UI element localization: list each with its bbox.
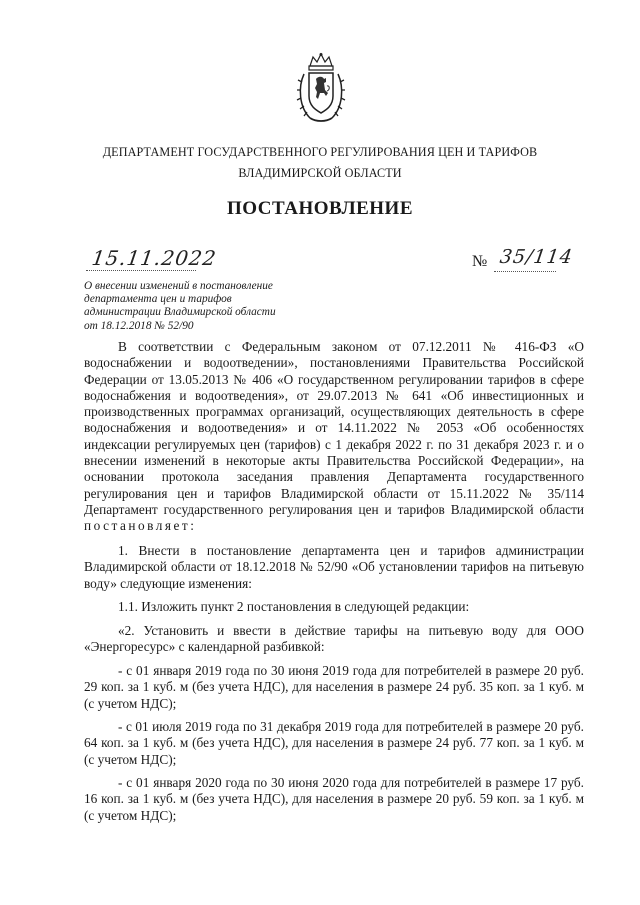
- department-name-line1: ДЕПАРТАМЕНТ ГОСУДАРСТВЕННОГО РЕГУЛИРОВАНИЯ ЦЕН И ТАРИФОВ: [102, 145, 538, 159]
- paragraph-preamble: [84, 339, 584, 535]
- date-underline: [86, 270, 196, 271]
- preamble-text: В соответствии с Федеральным законом от 07.12.2011 № 416-ФЗ «О водоснабжении и водоотведении», постановлениями Правительства Российской Федерации от 13.05.2013 № 406 «О государственном регулировании тарифов в сфере водоснабжения и водоотведения», от 29.07.2013 № 641 «Об инвестиционных и производственных программах организаций, осуществляющих деятельность в сфере водоснабжения и водоотведения» и от 14.11.2022 № 2053 «Об особенностях индексации регулируемых цен (тарифов) с 1 декабря 2022 г. по 31 декабря 2023 г. и о внесении изменений в некоторые акты Правительства Российской Федерации», на основании протокола заседания правления Департамента государственного регулирования цен и тарифов Владимирской области от 15.11.2022 № 35/114 Департамент государственного регулирования цен и тарифов Владимирской области: [84, 339, 584, 517]
- tariff-period-2020-h1: - с 01 января 2020 года по 30 июня 2020 года для потребителей в размере 17 руб. 16 коп. за 1 куб. м (без учета НДС), для населения в размере 20 руб. 59 коп. за 1 куб. м (с учетом НДС);: [84, 775, 584, 823]
- subject-line: О внесении изменений в постановление: [84, 280, 273, 292]
- paragraph-quoted-item-2: «2. Установить и ввести в действие тарифы на питьевую воду для ООО «Энергоресурс» с календарной разбивкой:: [84, 623, 584, 655]
- subject-line: департамента цен и тарифов: [84, 293, 232, 306]
- document-date: 15.11.2022: [90, 246, 219, 270]
- subject-line: от 18.12.2018 № 52/90: [84, 319, 194, 332]
- tariff-period-2019-h2: - с 01 июля 2019 года по 31 декабря 2019 года для потребителей в размере 20 руб. 64 коп. за 1 куб. м (без учета НДС), для населения в размере 24 руб. 77 коп. за 1 куб. м (с учетом НДС);: [84, 719, 584, 767]
- paragraph-item-1-1: 1.1. Изложить пункт 2 постановления в следующей редакции:: [118, 599, 470, 614]
- resolve-word: постановляет:: [84, 518, 197, 534]
- department-name-line2: ВЛАДИМИРСКОЙ ОБЛАСТИ: [238, 166, 402, 180]
- coat-of-arms-icon: [296, 52, 346, 126]
- tariff-period-2019-h1: - с 01 января 2019 года по 30 июня 2019 года для потребителей в размере 20 руб. 29 коп. за 1 куб. м (без учета НДС), для населения в размере 24 руб. 35 коп. за 1 куб. м (с учетом НДС);: [84, 663, 584, 711]
- number-underline: [494, 271, 556, 272]
- subject-block: [84, 280, 324, 333]
- document-title: ПОСТАНОВЛЕНИЕ: [226, 198, 414, 219]
- subject-line: администрации Владимирской области: [84, 306, 276, 319]
- number-label: №: [472, 253, 488, 270]
- paragraph-item-1: 1. Внести в постановление департамента цен и тарифов администрации Владимирской области от 18.12.2018 № 52/90 «Об установлении тарифов на питьевую воду» следующие изменения:: [84, 543, 584, 591]
- document-number: 35/114: [498, 246, 575, 268]
